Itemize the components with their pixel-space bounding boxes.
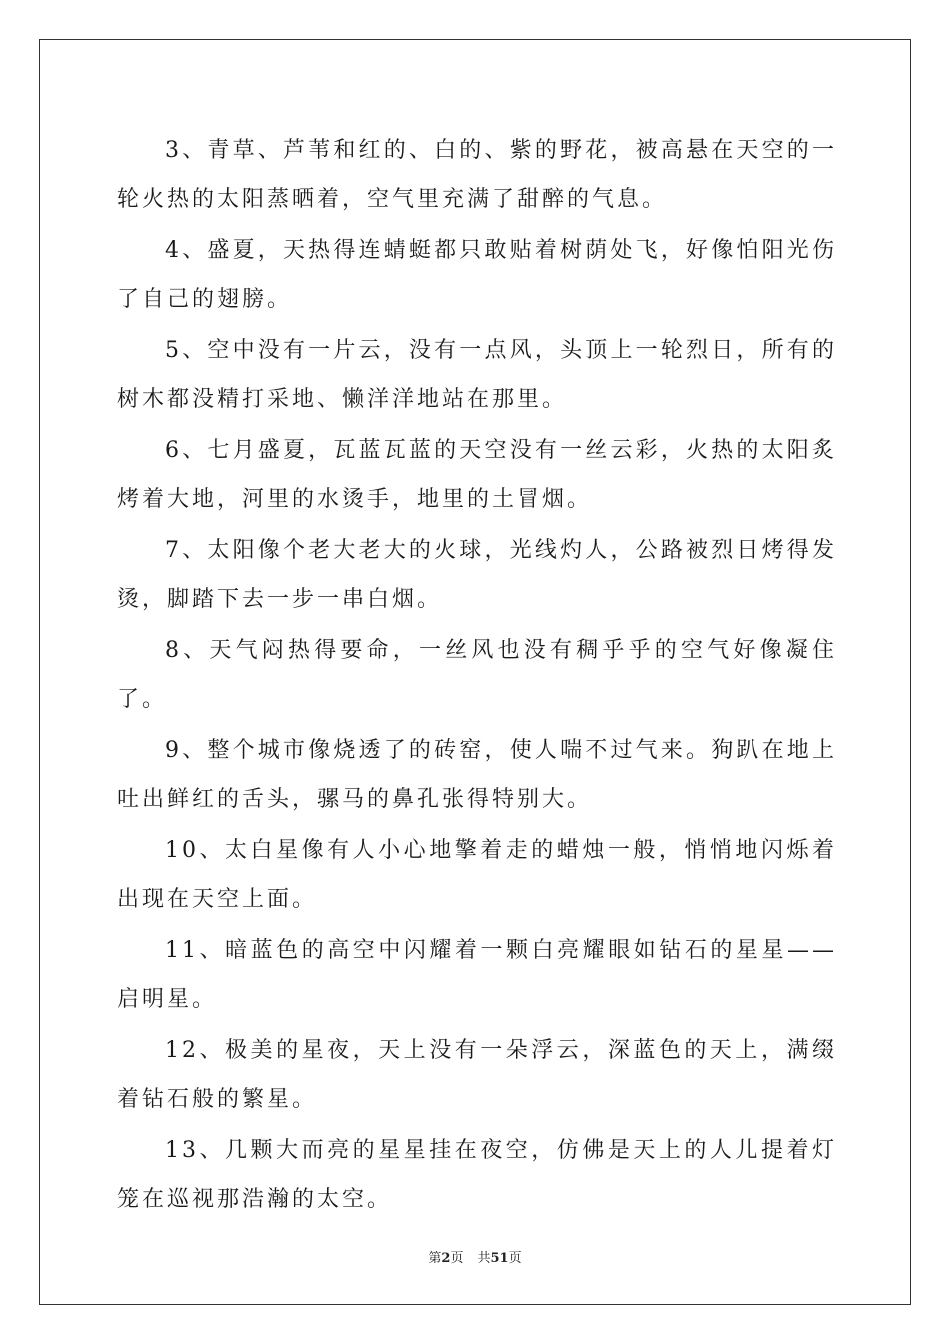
page-suffix: 页 <box>450 1251 464 1266</box>
page-footer <box>0 1247 950 1266</box>
total-suffix: 页 <box>508 1251 522 1266</box>
paragraph-5: 5、空中没有一片云，没有一点风，头顶上一轮烈日，所有的树木都没精打采地、懒洋洋地站在那里。 <box>117 338 837 412</box>
paragraph-3: 3、青草、芦苇和红的、白的、紫的野花，被高悬在天空的一轮火热的太阳蒸晒着，空气里充满了甜醉的气息。 <box>117 138 837 212</box>
page-prefix: 第 <box>428 1251 442 1266</box>
total-pages-number: 51 <box>490 1251 509 1266</box>
document-body <box>117 126 837 1226</box>
paragraph-4: 4、盛夏，天热得连蜻蜓都只敢贴着树荫处飞，好像怕阳光伤了自己的翅膀。 <box>117 238 837 312</box>
total-prefix: 共 <box>477 1251 491 1266</box>
current-page-number: 2 <box>441 1251 451 1266</box>
paragraph-9: 9、整个城市像烧透了的砖窑，使人喘不过气来。狗趴在地上吐出鲜红的舌头，骡马的鼻孔张得特别大。 <box>117 738 837 812</box>
paragraph-11: 11、暗蓝色的高空中闪耀着一颗白亮耀眼如钻石的星星——启明星。 <box>117 938 837 1012</box>
paragraph-12: 12、极美的星夜，天上没有一朵浮云，深蓝色的天上，满缀着钻石般的繁星。 <box>117 1038 837 1112</box>
paragraph-13: 13、几颗大而亮的星星挂在夜空，仿佛是天上的人儿提着灯笼在巡视那浩瀚的太空。 <box>117 1138 837 1212</box>
paragraph-6: 6、七月盛夏，瓦蓝瓦蓝的天空没有一丝云彩，火热的太阳炙烤着大地，河里的水烫手，地里的土冒烟。 <box>117 438 837 512</box>
paragraph-10: 10、太白星像有人小心地擎着走的蜡烛一般，悄悄地闪烁着出现在天空上面。 <box>117 838 837 912</box>
paragraph-8: 8、天气闷热得要命，一丝风也没有稠乎乎的空气好像凝住了。 <box>117 638 837 712</box>
paragraph-7: 7、太阳像个老大老大的火球，光线灼人，公路被烈日烤得发烫，脚踏下去一步一串白烟。 <box>117 538 837 612</box>
